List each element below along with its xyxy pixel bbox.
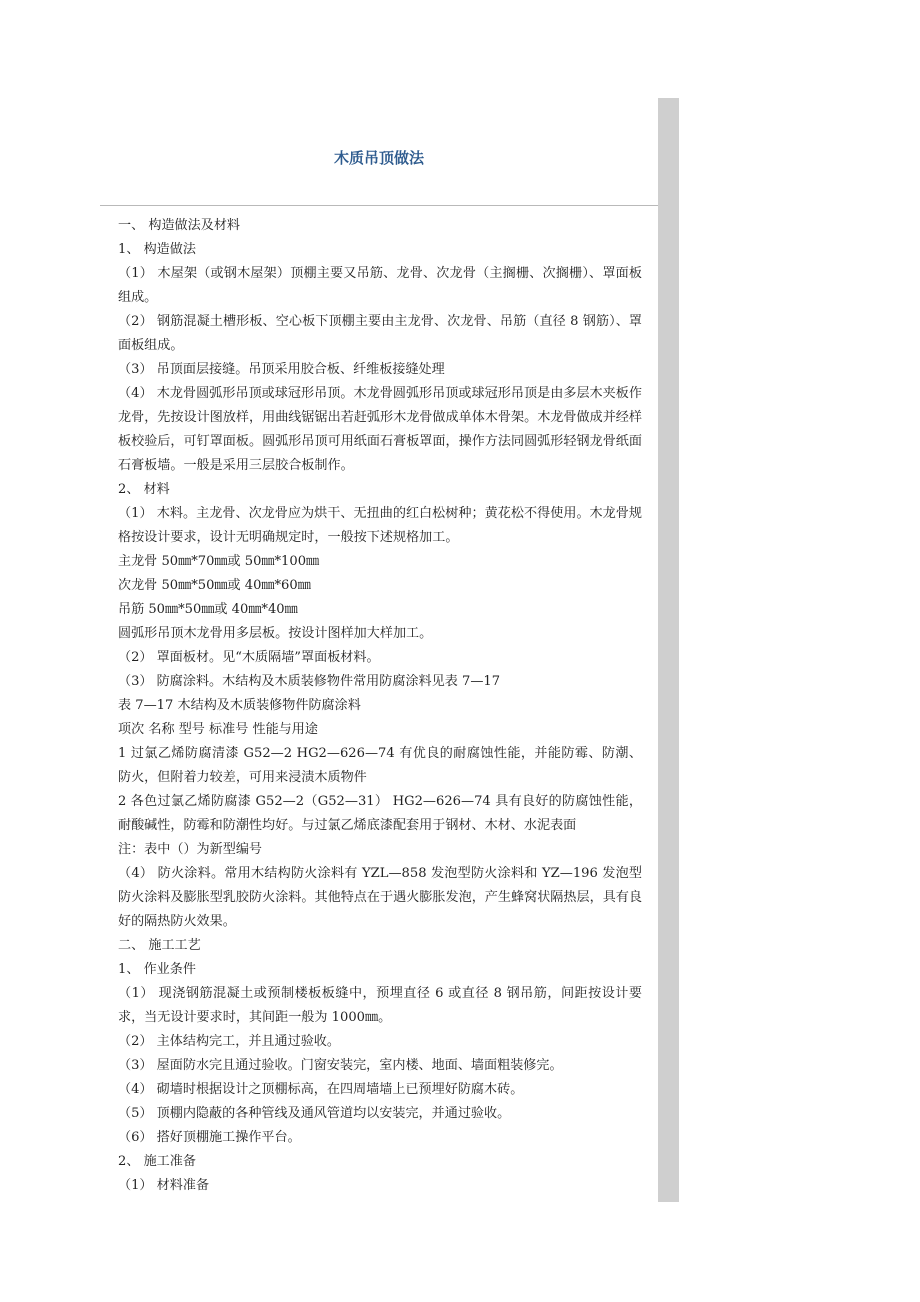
paragraph: （3） 屋面防水完且通过验收。门窗安装完，室内楼、地面、墙面粗装修完。: [118, 1058, 563, 1073]
paragraph: （4） 木龙骨圆弧形吊顶或球冠形吊顶。木龙骨圆弧形吊顶或球冠形吊顶是由多层木夹板作龙骨，先按设计图放样，用曲线锯锯出若赶弧形木龙骨做成单体木骨架。木龙骨做成并经样板校验后，可钉罩面板。圆弧形吊顶可用纸面石膏板罩面，操作方法同圆弧形轻钢龙骨纸面石膏板墙。一般是采用三层胶合板制作。: [118, 386, 642, 473]
paragraph: （5） 顶棚内隐蔽的各种管线及通风管道均以安装完，并通过验收。: [118, 1106, 511, 1121]
spec-line: 次龙骨 50㎜*50㎜或 40㎜*60㎜: [118, 578, 311, 593]
paragraph: （2） 罩面板材。见“木质隔墙”罩面板材料。: [118, 650, 380, 665]
table-note: 注：表中（）为新型编号: [118, 842, 263, 857]
subsection-heading: 1、 作业条件: [118, 962, 196, 977]
paragraph: （2） 钢筋混凝土槽形板、空心板下顶棚主要由主龙骨、次龙骨、吊筋（直径 8 钢筋）、罩面板组成。: [118, 314, 642, 353]
paragraph: （4） 防火涂料。常用木结构防火涂料有 YZL—858 发泡型防火涂料和 YZ—196 发泡型防火涂料及膨胀型乳胶防火涂料。其他特点在于遇火膨胀发泡，产生蜂窝状隔热层，具有良好的隔热防火效果。: [118, 866, 642, 929]
table-caption: 表 7—17 木结构及木质装修物件防腐涂料: [118, 698, 361, 713]
document-body: [118, 214, 642, 1198]
paragraph: （2） 主体结构完工，并且通过验收。: [118, 1034, 340, 1049]
paragraph: （1） 木屋架（或钢木屋架）顶棚主要又吊筋、龙骨、次龙骨（主搁栅、次搁栅）、罩面板组成。: [118, 266, 642, 305]
table-row: 2 各色过氯乙烯防腐漆 G52—2（G52—31） HG2—626—74 具有良好的防腐蚀性能，耐酸碱性，防霉和防潮性均好。与过氯乙烯底漆配套用于钢材、木材、水泥表面: [118, 794, 642, 833]
subsection-heading: 2、 材料: [118, 482, 170, 497]
subsection-heading: 2、 施工准备: [118, 1154, 196, 1169]
paragraph: （1） 木料。主龙骨、次龙骨应为烘干、无扭曲的红白松树种；黄花松不得使用。木龙骨规格按设计要求，设计无明确规定时，一般按下述规格加工。: [118, 506, 642, 545]
paragraph: （1） 材料准备: [118, 1178, 210, 1193]
spec-line: 主龙骨 50㎜*70㎜或 50㎜*100㎜: [118, 554, 320, 569]
section-heading: 二、 施工工艺: [118, 938, 201, 953]
table-header: 项次 名称 型号 标准号 性能与用途: [118, 722, 318, 737]
right-margin-bar: [658, 98, 679, 1202]
subsection-heading: 1、 构造做法: [118, 242, 196, 257]
paragraph: 圆弧形吊顶木龙骨用多层板。按设计图样加大样加工。: [118, 626, 433, 641]
paragraph: （6） 搭好顶棚施工操作平台。: [118, 1130, 301, 1145]
paragraph: （3） 吊顶面层接缝。吊顶采用胶合板、纤维板接缝处理: [118, 362, 445, 377]
document-title: 木质吊顶做法: [333, 149, 424, 167]
paragraph: （3） 防腐涂料。木结构及木质装修物件常用防腐涂料见表 7—17: [118, 674, 501, 689]
title-divider: [100, 205, 658, 206]
paragraph: （1） 现浇钢筋混凝土或预制楼板板缝中，预埋直径 6 或直径 8 钢吊筋，间距按设计要求，当无设计要求时，其间距一般为 1000㎜。: [118, 986, 642, 1025]
table-row: 1 过氯乙烯防腐清漆 G52—2 HG2—626—74 有优良的耐腐蚀性能，并能防霉、防潮、防火，但附着力较差，可用来浸渍木质物件: [118, 746, 642, 785]
spec-line: 吊筋 50㎜*50㎜或 40㎜*40㎜: [118, 602, 298, 617]
section-heading: 一、 构造做法及材料: [118, 218, 241, 233]
paragraph: （4） 砌墙时根据设计之顶棚标高，在四周墙墙上已预埋好防腐木砖。: [118, 1082, 524, 1097]
